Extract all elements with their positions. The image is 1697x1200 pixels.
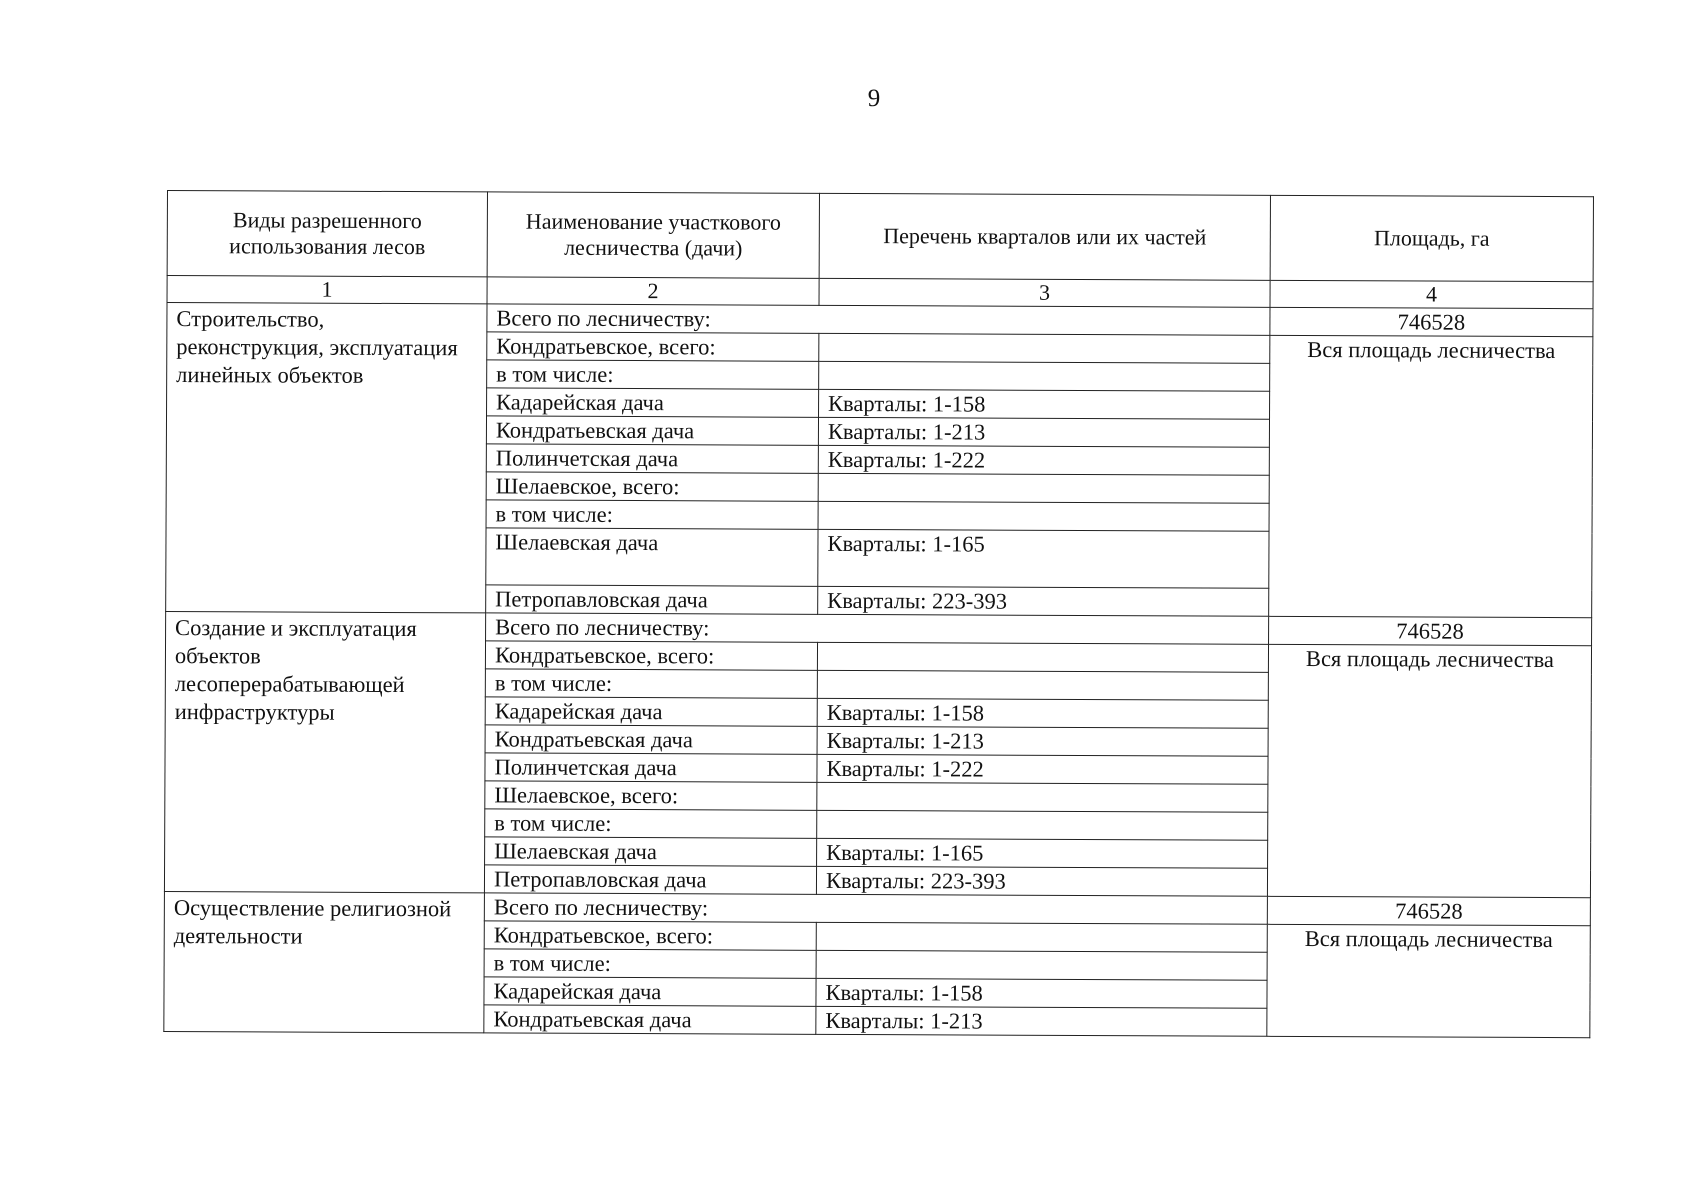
quarters [818, 473, 1269, 503]
table-row [166, 611, 1592, 645]
forestry-name: Кадарейская дача [487, 388, 819, 417]
quarters: Кварталы: 1-158 [816, 978, 1267, 1008]
page-number: 9 [867, 85, 881, 112]
quarters [819, 361, 1270, 391]
header-area: Площадь, га [1270, 195, 1593, 281]
forestry-name: Шелаевское, всего: [486, 472, 818, 501]
forest-use-table [163, 190, 1594, 1038]
quarters [819, 333, 1270, 363]
quarters [817, 670, 1268, 700]
forestry-name: Полинчетская дача [486, 444, 818, 473]
quarters: Кварталы: 1-222 [817, 754, 1268, 784]
column-number: 1 [167, 276, 487, 304]
forestry-name: Кондратьевское, всего: [487, 332, 819, 361]
quarters: Кварталы: 223-393 [818, 586, 1269, 616]
forestry-total-label: Всего по лесничеству: [486, 613, 1269, 644]
table-row [164, 891, 1590, 925]
quarters: Кварталы: 1-158 [819, 389, 1270, 419]
forestry-name: Кондратьевская дача [484, 1005, 816, 1034]
column-number: 4 [1270, 280, 1593, 308]
total-area: 746528 [1267, 896, 1590, 925]
forestry-name: Полинчетская дача [485, 753, 817, 782]
forestry-name: Кадарейская дача [485, 697, 817, 726]
table-row [167, 303, 1593, 337]
header-quarters-list: Перечень кварталов или их частей [819, 193, 1270, 280]
forestry-name: Шелаевская дача [485, 837, 817, 866]
quarters: Кварталы: 1-158 [817, 698, 1268, 728]
quarters [816, 922, 1267, 952]
quarters: Кварталы: 1-213 [818, 417, 1269, 447]
column-number: 2 [487, 277, 819, 305]
total-area: 746528 [1270, 307, 1593, 336]
forestry-name: Шелаевская дача [486, 528, 818, 586]
forestry-name: в том числе: [486, 500, 818, 529]
area-note: Вся площадь лесничества [1269, 335, 1593, 617]
total-area: 746528 [1269, 616, 1592, 645]
quarters: Кварталы: 1-165 [818, 529, 1269, 588]
usage-category: Создание и эксплуатация объектов лесоперерабатывающей инфраструктуры [164, 611, 485, 892]
forestry-name: Кадарейская дача [484, 977, 816, 1006]
forestry-name: Кондратьевская дача [485, 725, 817, 754]
forestry-name: в том числе: [485, 669, 817, 698]
area-note: Вся площадь лесничества [1267, 924, 1590, 1037]
quarters [816, 950, 1267, 980]
quarters: Кварталы: 1-213 [816, 1006, 1267, 1036]
quarters: Кварталы: 1-165 [817, 838, 1268, 868]
forestry-name: Петропавловская дача [486, 585, 818, 614]
forestry-name: Шелаевское, всего: [485, 781, 817, 810]
quarters: Кварталы: 223-393 [816, 866, 1267, 896]
forestry-name: Кондратьевская дача [486, 416, 818, 445]
forestry-name: в том числе: [487, 360, 819, 389]
header-row [167, 191, 1593, 282]
header-usage-types: Виды разрешенного использования лесов [167, 191, 487, 277]
area-note: Вся площадь лесничества [1267, 644, 1591, 897]
quarters: Кварталы: 1-213 [817, 726, 1268, 756]
forestry-name: в том числе: [485, 809, 817, 838]
forestry-name: Петропавловская дача [484, 865, 816, 894]
usage-category: Строительство, реконструкция, эксплуатация линейных объектов [166, 303, 487, 613]
forestry-total-label: Всего по лесничеству: [484, 893, 1267, 924]
usage-category: Осуществление религиозной деятельности [164, 891, 485, 1032]
quarters: Кварталы: 1-222 [818, 445, 1269, 475]
forestry-name: Кондратьевское, всего: [484, 921, 816, 950]
header-forestry-name: Наименование участкового лесничества (дачи) [487, 192, 819, 278]
forestry-total-label: Всего по лесничеству: [487, 304, 1270, 335]
quarters [817, 782, 1268, 812]
forestry-name: в том числе: [484, 949, 816, 978]
quarters [818, 501, 1269, 531]
quarters [817, 642, 1268, 672]
quarters [817, 810, 1268, 840]
column-number: 3 [819, 278, 1270, 307]
forestry-name: Кондратьевское, всего: [485, 641, 817, 670]
